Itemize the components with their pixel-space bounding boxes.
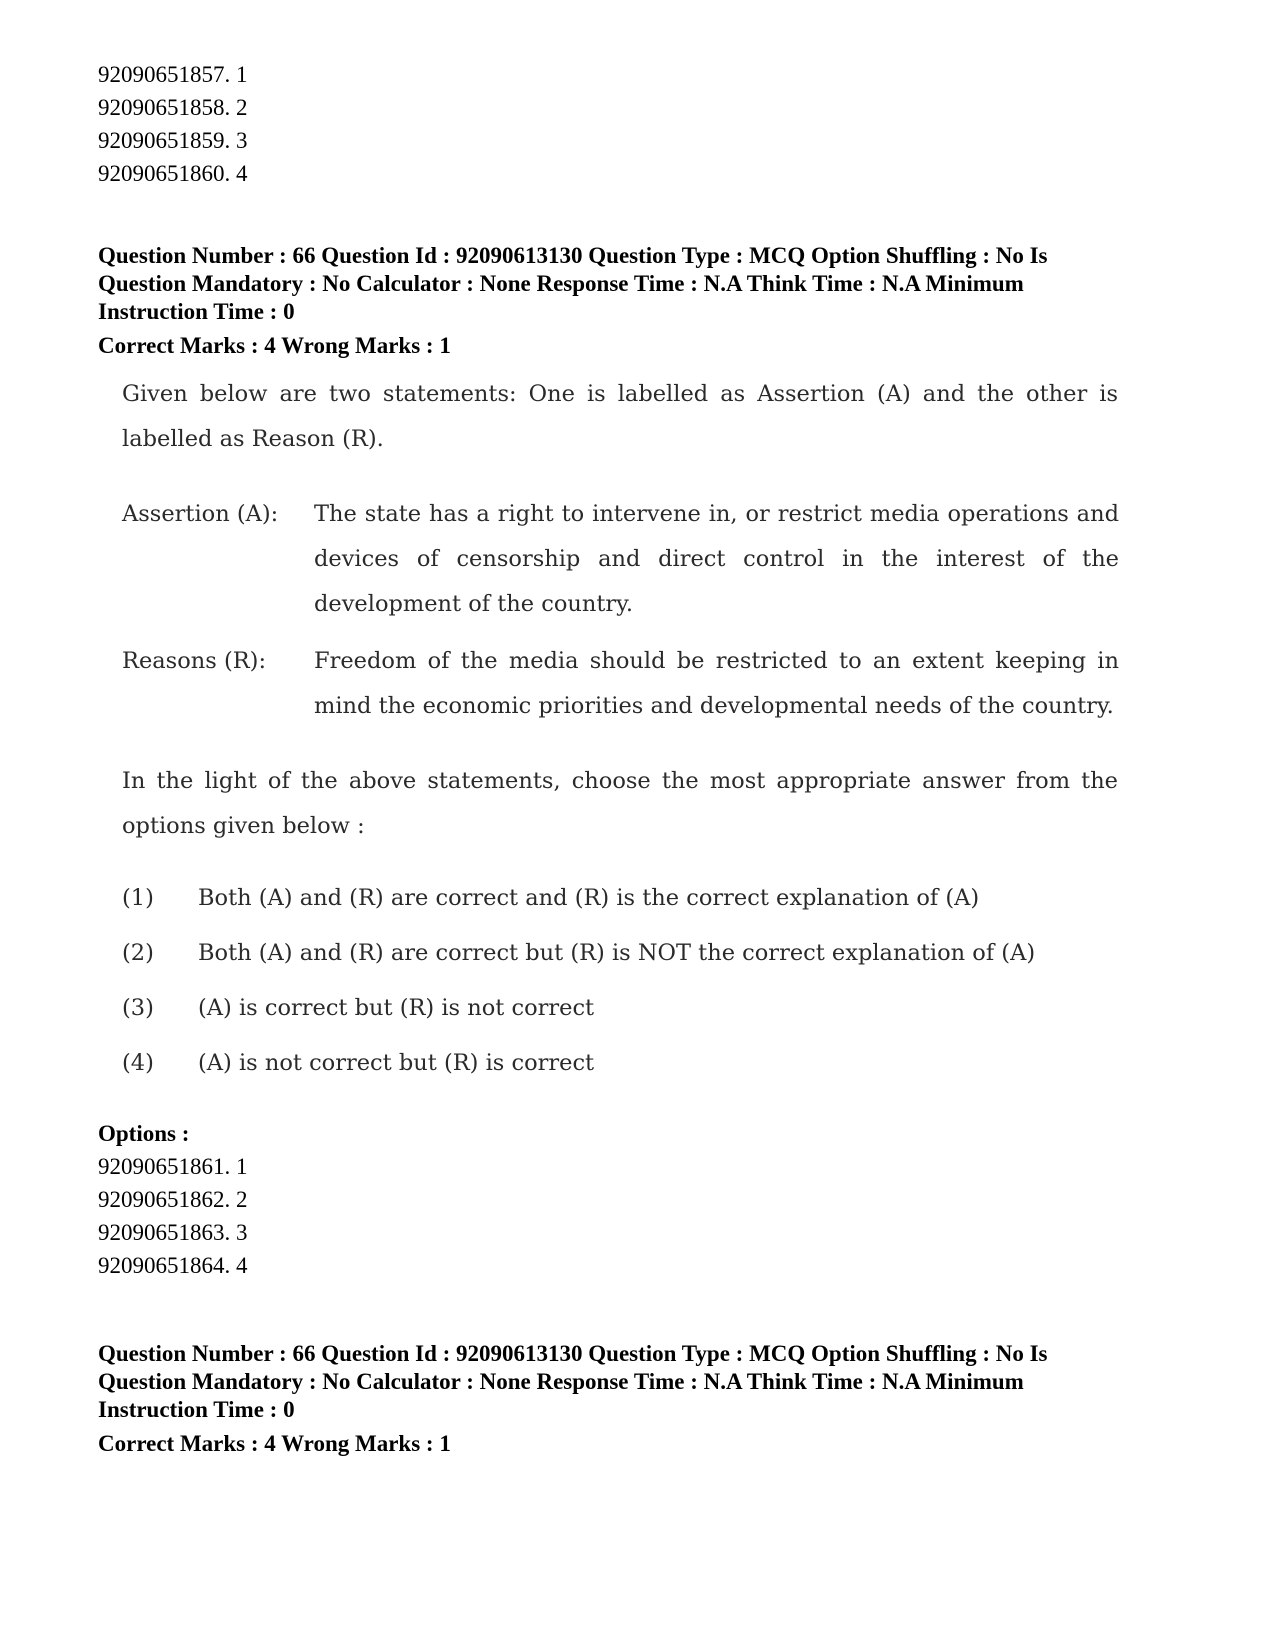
question-prompt: In the light of the above statements, choose the most appropriate answer from the options given below :: [122, 768, 1118, 839]
question-body: [122, 372, 1122, 1091]
question-meta-line: Question Mandatory : No Calculator : None Response Time : N.A Think Time : N.A Minimum: [98, 1369, 1024, 1394]
answer-choice: [122, 981, 1122, 1036]
option-item: 92090651864. 4: [98, 1253, 248, 1278]
choice-number: (3): [122, 995, 154, 1021]
choice-number: (2): [122, 940, 154, 966]
option-item: 92090651862. 2: [98, 1187, 248, 1212]
previous-options-list: [98, 58, 248, 190]
option-item: 92090651863. 3: [98, 1220, 248, 1245]
question-meta-line: Instruction Time : 0: [98, 1397, 295, 1422]
choice-text: Both (A) and (R) are correct and (R) is the correct explanation of (A): [198, 885, 980, 911]
assertion-label: Assertion (A):: [122, 501, 279, 527]
options-heading: Options :: [98, 1121, 190, 1146]
question-meta-line: Question Number : 66 Question Id : 92090613130 Question Type : MCQ Option Shuffling : No Is: [98, 243, 1048, 268]
question-meta: [98, 242, 1178, 360]
choice-text: Both (A) and (R) are correct but (R) is NOT the correct explanation of (A): [198, 940, 1036, 966]
reason-statement: [122, 639, 1122, 729]
choice-number: (1): [122, 885, 154, 911]
reason-text: Freedom of the media should be restricted to an extent keeping in mind the economic priorities and developmental needs of the country.: [314, 648, 1119, 719]
reason-label: Reasons (R):: [122, 648, 267, 674]
question-meta-line: Question Number : 66 Question Id : 92090613130 Question Type : MCQ Option Shuffling : No Is: [98, 1341, 1048, 1366]
question-marks: Correct Marks : 4 Wrong Marks : 1: [98, 1431, 451, 1456]
question-meta-line: Question Mandatory : No Calculator : None Response Time : N.A Think Time : N.A Minimum: [98, 271, 1024, 296]
answer-choices: [122, 871, 1122, 1091]
choice-text: (A) is correct but (R) is not correct: [198, 995, 595, 1021]
question-meta-line: Instruction Time : 0: [98, 299, 295, 324]
option-item: 92090651861. 1: [98, 1154, 248, 1179]
answer-choice: [122, 871, 1122, 926]
option-item: 92090651858. 2: [98, 95, 248, 120]
option-item: 92090651860. 4: [98, 161, 248, 186]
question-intro: Given below are two statements: One is labelled as Assertion (A) and the other is labelled as Reason (R).: [122, 381, 1118, 452]
assertion-statement: [122, 492, 1122, 627]
next-question-meta: [98, 1340, 1178, 1458]
option-item: 92090651859. 3: [98, 128, 248, 153]
choice-text: (A) is not correct but (R) is correct: [198, 1050, 595, 1076]
option-item: 92090651857. 1: [98, 62, 248, 87]
question-marks: Correct Marks : 4 Wrong Marks : 1: [98, 333, 451, 358]
answer-choice: [122, 1036, 1122, 1091]
choice-number: (4): [122, 1050, 154, 1076]
answer-choice: [122, 926, 1122, 981]
options-list: [98, 1117, 248, 1282]
assertion-text: The state has a right to intervene in, or restrict media operations and devices of censorship and direct control in the interest of the development of the country.: [314, 501, 1119, 617]
